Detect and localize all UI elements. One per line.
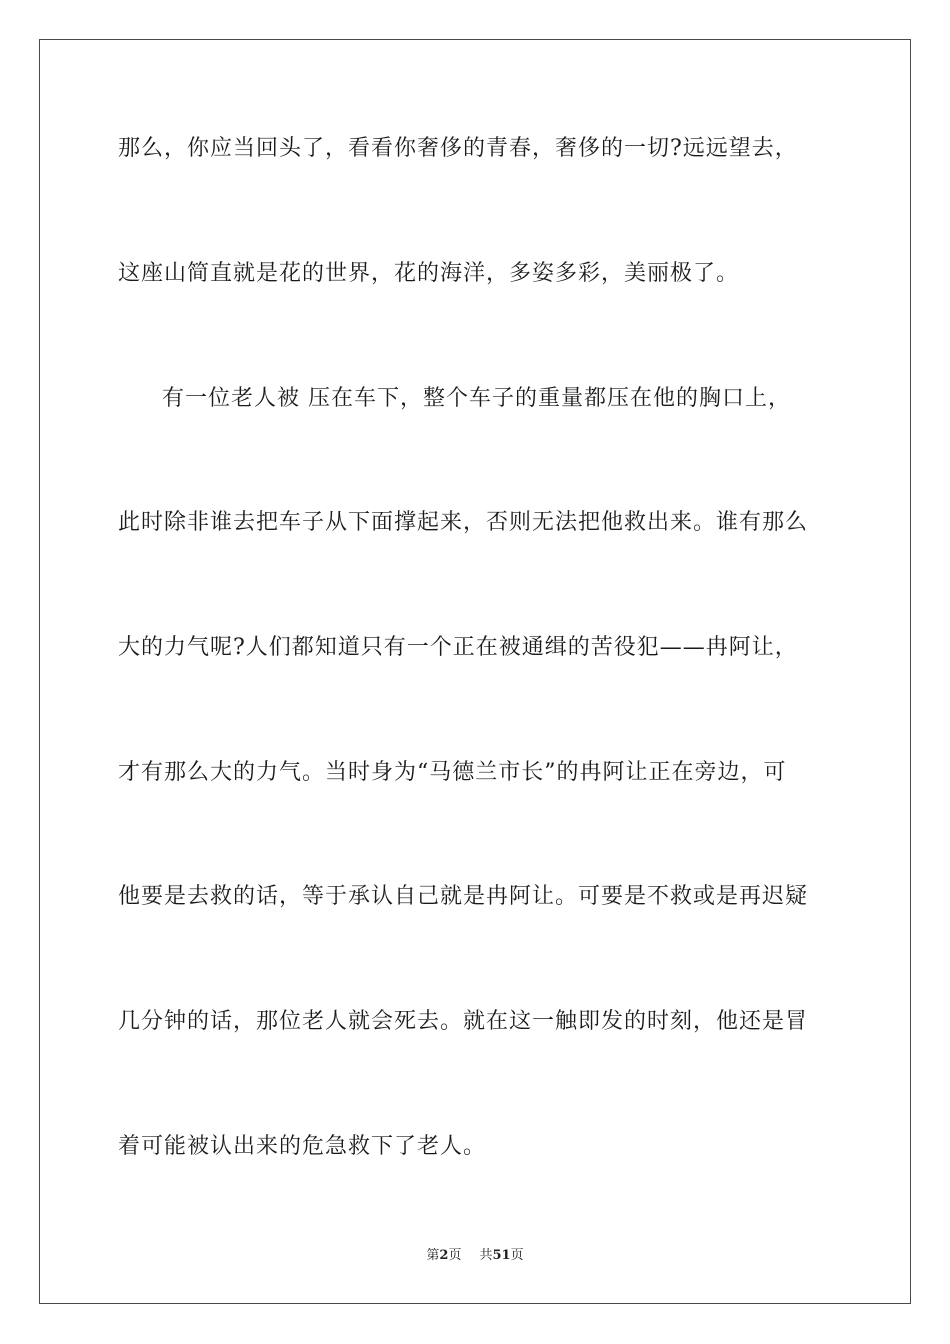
text-line-6: 才有那么大的力气。当时身为“马德兰市长”的冉阿让正在旁边，可: [118, 760, 787, 785]
page-border: [39, 39, 911, 1304]
page-suffix: 页: [448, 1248, 462, 1263]
total-suffix: 页: [510, 1248, 524, 1263]
text-line-4: 此时除非谁去把车子从下面撑起来，否则无法把他救出来。谁有那么: [118, 510, 809, 535]
text-line-7: 他要是去救的话，等于承认自己就是冉阿让。可要是不救或是再迟疑: [118, 884, 809, 909]
text-line-9: 着可能被认出来的危急救下了老人。: [118, 1134, 487, 1159]
total-pages: 51: [492, 1248, 511, 1263]
page-number: 2: [439, 1248, 449, 1263]
total-prefix: 共: [479, 1248, 493, 1263]
text-line-3: 有一位老人被 压在车下，整个车子的重量都压在他的胸口上，: [162, 386, 791, 411]
text-line-1: 那么，你应当回头了，看看你奢侈的青春，奢侈的一切?远远望去，: [118, 136, 798, 161]
text-line-8: 几分钟的话，那位老人就会死去。就在这一触即发的时刻，他还是冒: [118, 1009, 809, 1034]
page-prefix: 第: [426, 1248, 440, 1263]
text-line-2: 这座山简直就是花的世界，花的海洋，多姿多彩，美丽极了。: [118, 261, 740, 286]
text-line-5: 大的力气呢?人们都知道只有一个正在被通缉的苦役犯——冉阿让，: [118, 635, 798, 660]
page-footer: [0, 1247, 950, 1265]
